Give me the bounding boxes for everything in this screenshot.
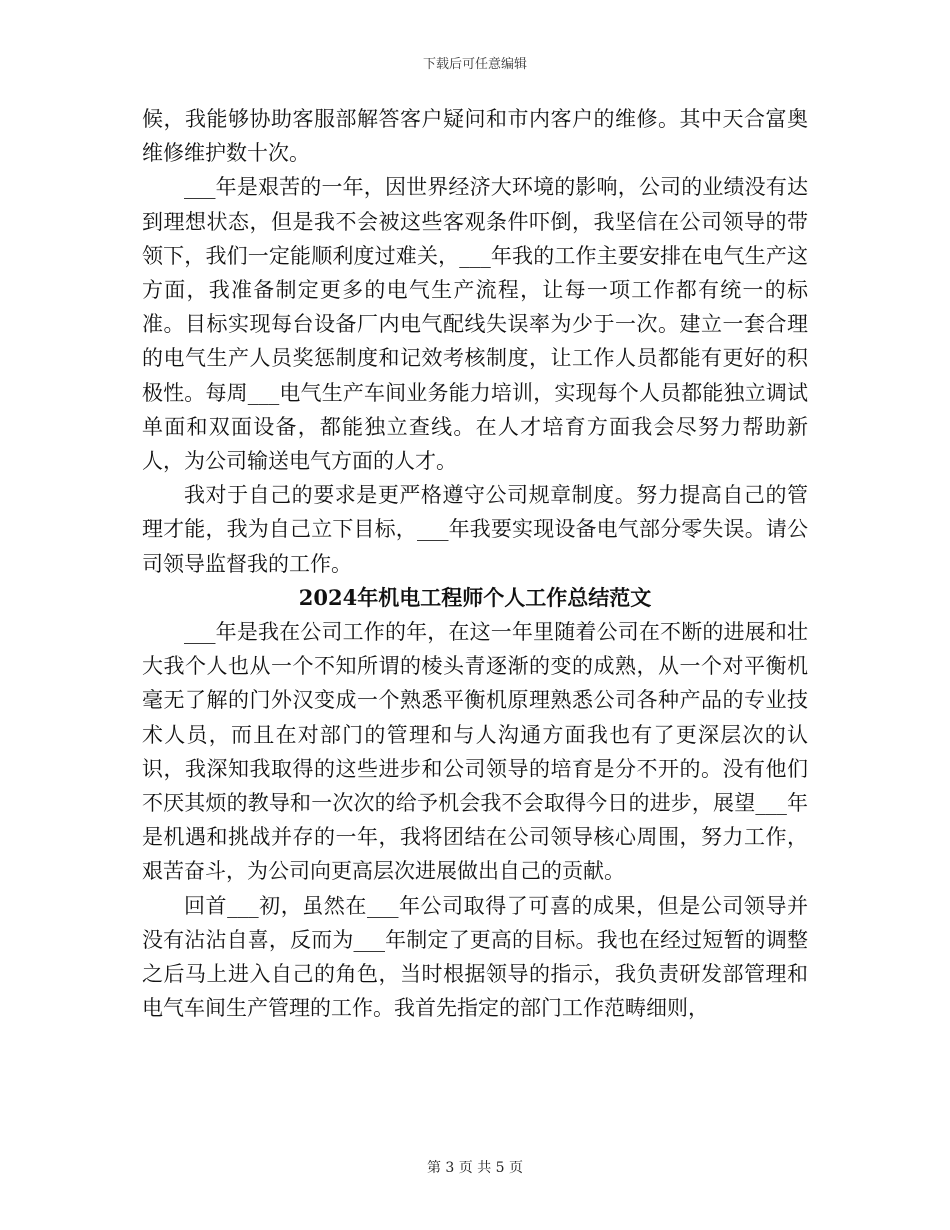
paragraph: ___年是我在公司工作的年，在这一年里随着公司在不断的进展和壮大我个人也从一个不知所谓的棱头青逐渐的变的成熟，从一个对平衡机毫无了解的门外汉变成一个熟悉平衡机原理熟悉公司各种产品的专业技术人员，而且在对部门的管理和与人沟通方面我也有了更深层次的认识，我深知我取得的这些进步和公司领导的培育是分不开的。没有他们不厌其烦的教导和一次次的给予机会我不会取得今日的进步，展望___年是机遇和挑战并存的一年，我将团结在公司领导核心周围，努力工作，艰苦奋斗，为公司向更高层次进展做出自己的贡献。 (142, 620, 808, 884)
paragraph: ___年是艰苦的一年，因世界经济大环境的影响，公司的业绩没有达到理想状态，但是我不会被这些客观条件吓倒，我坚信在公司领导的带领下，我们一定能顺利度过难关，___年我的工作主要安排在电气生产这方面，我准备制定更多的电气生产流程，让每一项工作都有统一的标准。目标实现每台设备厂内电气配线失误率为少于一次。建立一套合理的电气生产人员奖惩制度和记效考核制度，让工作人员都能有更好的积极性。每周___电气生产车间业务能力培训，实现每个人员都能独立调试单面和双面设备，都能独立查线。在人才培育方面我会尽努力帮助新人，为公司输送电气方面的人才。 (142, 175, 808, 474)
page-header: 下载后可任意编辑 (422, 57, 527, 72)
section-heading: 2024年机电工程师个人工作总结范文 (298, 584, 652, 610)
paragraph: 回首___初，虽然在___年公司取得了可喜的成果，但是公司领导并没有沾沾自喜，反而为___年制定了更高的目标。我也在经过短暂的调整之后马上进入自己的角色，当时根据领导的指示，我负责研发部管理和电气车间生产管理的工作。我首先指定的部门工作范畴细则， (142, 893, 808, 1021)
paragraph: 我对于自己的要求是更严格遵守公司规章制度。努力提高自己的管理才能，我为自己立下目标，___年我要实现设备电气部分零失误。请公司领导监督我的工作。 (142, 483, 808, 576)
document-body (142, 102, 808, 1025)
paragraph-continuation: 候，我能够协助客服部解答客户疑问和市内客户的维修。其中天合富奥维修维护数十次。 (142, 107, 808, 166)
page-footer: 第 3 页 共 5 页 (426, 1160, 524, 1176)
